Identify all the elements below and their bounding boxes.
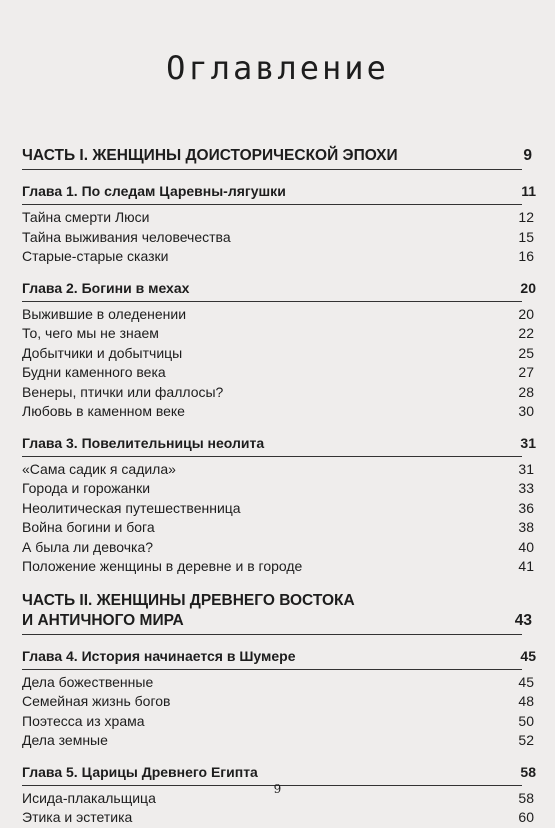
chapter-block (22, 182, 536, 267)
part-title: И АНТИЧНОГО МИРА (22, 611, 184, 629)
section-page-number: 28 (518, 383, 534, 400)
section-page-number: 12 (518, 209, 534, 225)
chapter-block (22, 434, 536, 577)
chapter-page-number: 31 (520, 434, 536, 451)
section-item (22, 247, 534, 267)
chapter-title-label: Глава 1. По следам Царевны-лягушки (22, 183, 286, 199)
section-page-number: 33 (518, 480, 534, 496)
divider (22, 669, 522, 670)
part-block (22, 146, 532, 170)
section-item-label: Дела земные (22, 732, 108, 748)
section-item (22, 402, 534, 422)
section-item-label: Поэтесса из храма (22, 712, 145, 729)
section-page-number: 60 (518, 809, 534, 825)
section-page-number: 48 (518, 693, 534, 709)
section-item-label: Города и горожанки (22, 480, 151, 496)
section-item (22, 305, 534, 325)
section-item-label: Тайна смерти Люси (22, 209, 150, 225)
section-item-label: Любовь в каменном веке (22, 403, 185, 419)
section-item (22, 731, 534, 751)
chapter-title (22, 763, 536, 782)
section-item (22, 557, 534, 577)
chapter-block (22, 647, 536, 751)
chapter-block (22, 279, 536, 422)
divider (22, 301, 522, 302)
divider (22, 169, 522, 170)
part-page-number: 43 (514, 611, 532, 629)
section-page-number: 27 (518, 364, 534, 380)
section-page-number: 25 (518, 344, 534, 361)
part-title-line (22, 611, 532, 631)
chapter-title (22, 434, 536, 453)
section-page-number: 45 (518, 673, 534, 690)
section-item (22, 499, 534, 519)
part-title-line (22, 146, 532, 166)
divider (22, 204, 522, 205)
page-number: 9 (273, 782, 282, 796)
section-item-label: То, чего мы не знаем (22, 325, 159, 341)
chapter-title-label: Глава 4. История начинается в Шумере (22, 647, 296, 664)
section-item (22, 363, 534, 383)
part-block (22, 591, 532, 635)
part-title: ЧАСТЬ I. ЖЕНЩИНЫ ДОИСТОРИЧЕСКОЙ ЭПОХИ (22, 147, 398, 164)
section-item-label: А была ли девочка? (22, 538, 154, 555)
section-page-number: 40 (518, 538, 534, 555)
section-item (22, 460, 534, 480)
section-page-number: 36 (518, 499, 534, 516)
chapter-title-label: Глава 3. Повелительницы неолита (22, 434, 265, 451)
section-page-number: 58 (518, 789, 534, 806)
section-item (22, 344, 534, 364)
section-item-label: Положение женщины в деревне и в городе (22, 558, 303, 574)
divider (22, 456, 522, 457)
section-item-label: Добытчики и добытчицы (22, 344, 183, 361)
section-page-number: 16 (518, 248, 534, 264)
section-page-number: 38 (518, 519, 534, 535)
part-title-line (22, 591, 522, 611)
chapter-title-label: Глава 2. Богини в мехах (22, 279, 190, 296)
section-page-number: 52 (518, 732, 534, 748)
page-title: Оглавление (166, 49, 389, 88)
section-item (22, 479, 534, 499)
part-page-number: 9 (523, 147, 532, 164)
chapter-page-number: 58 (520, 763, 536, 780)
section-item (22, 712, 534, 732)
section-item-label: Венеры, птички или фаллосы? (22, 383, 224, 400)
section-item (22, 808, 534, 828)
section-item (22, 692, 534, 712)
part-title: ЧАСТЬ II. ЖЕНЩИНЫ ДРЕВНЕГО ВОСТОКА (22, 591, 355, 609)
section-item-label: Будни каменного века (22, 364, 166, 380)
section-item-label: Дела божественные (22, 673, 154, 690)
chapter-page-number: 45 (520, 647, 536, 664)
section-item-label: Неолитическая путешественница (22, 499, 241, 516)
section-page-number: 30 (518, 403, 534, 419)
chapter-title (22, 647, 536, 666)
chapter-title (22, 279, 536, 298)
table-of-contents (22, 146, 536, 828)
section-item-label: Семейная жизнь богов (22, 693, 171, 709)
section-item-label: Этика и эстетика (22, 809, 133, 825)
section-page-number: 50 (518, 712, 534, 729)
section-page-number: 15 (518, 228, 534, 245)
section-page-number: 20 (518, 305, 534, 322)
chapter-page-number: 20 (520, 279, 536, 296)
section-item-label: Тайна выживания человечества (22, 228, 231, 245)
section-item (22, 518, 534, 538)
section-item-label: Война богини и бога (22, 519, 155, 535)
section-item-label: «Сама садик я садила» (22, 460, 176, 477)
section-item-label: Старые-старые сказки (22, 248, 169, 264)
section-item-label: Выжившие в оледенении (22, 305, 187, 322)
divider (22, 634, 522, 635)
section-page-number: 22 (518, 325, 534, 341)
chapter-page-number: 11 (521, 183, 536, 199)
section-item (22, 228, 534, 248)
section-item (22, 208, 534, 228)
section-page-number: 31 (518, 460, 534, 477)
chapter-title-label: Глава 5. Царицы Древнего Египта (22, 763, 258, 780)
chapter-title (22, 182, 536, 201)
section-item (22, 324, 534, 344)
section-page-number: 41 (518, 558, 534, 574)
section-item (22, 673, 534, 693)
section-item (22, 538, 534, 558)
section-item (22, 383, 534, 403)
section-item-label: Исида-плакальщица (22, 789, 156, 806)
